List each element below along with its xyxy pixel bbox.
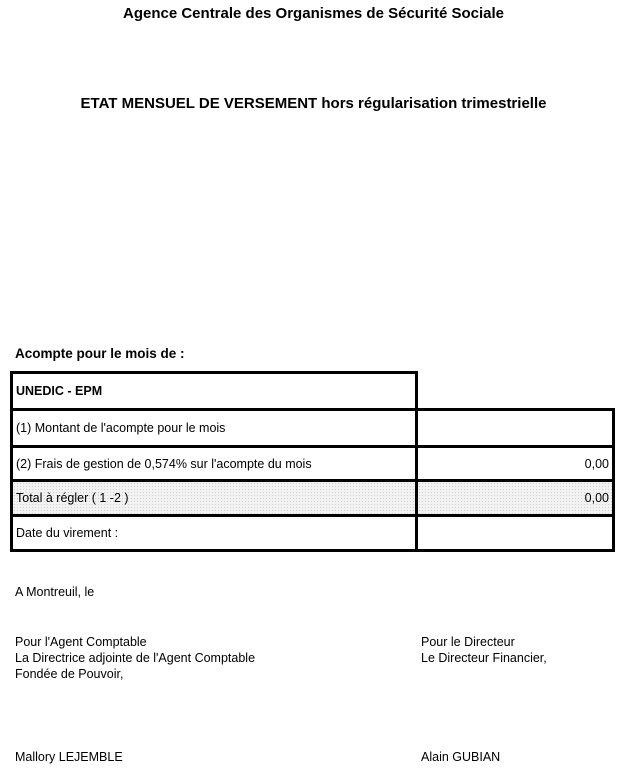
left-signatory-name: Mallory LEJEMBLE bbox=[15, 750, 123, 764]
document-title: ETAT MENSUEL DE VERSEMENT hors régularisation trimestrielle bbox=[80, 95, 547, 112]
row-frais-value: 0,00 bbox=[415, 445, 615, 482]
right-signatory-line2: Le Directeur Financier, bbox=[421, 651, 547, 665]
organisation-title: Agence Centrale des Organismes de Sécurité Sociale bbox=[123, 5, 504, 22]
row-date-label: Date du virement : bbox=[10, 514, 418, 552]
left-signatory-line1: Pour l'Agent Comptable bbox=[15, 635, 147, 649]
row-montant-value bbox=[415, 408, 615, 448]
acompte-label: Acompte pour le mois de : bbox=[15, 346, 185, 361]
left-signatory-block bbox=[15, 634, 255, 682]
right-signatory-line1: Pour le Directeur bbox=[421, 635, 515, 649]
right-signatory-name: Alain GUBIAN bbox=[421, 750, 501, 764]
right-signatory-block bbox=[421, 634, 547, 666]
row-total-label: Total à régler ( 1 -2 ) bbox=[10, 479, 418, 517]
left-signatory-line2: La Directrice adjointe de l'Agent Comptable bbox=[15, 651, 256, 665]
row-frais-label: (2) Frais de gestion de 0,574% sur l'acompte du mois bbox=[10, 445, 418, 482]
row-total-value: 0,00 bbox=[415, 479, 615, 517]
row-montant-label: (1) Montant de l'acompte pour le mois bbox=[10, 408, 418, 448]
left-signatory-line3: Fondée de Pouvoir, bbox=[15, 667, 124, 681]
place-date: A Montreuil, le bbox=[15, 585, 95, 599]
table-title-cell: UNEDIC - EPM bbox=[10, 371, 418, 411]
row-date-value bbox=[415, 514, 615, 552]
